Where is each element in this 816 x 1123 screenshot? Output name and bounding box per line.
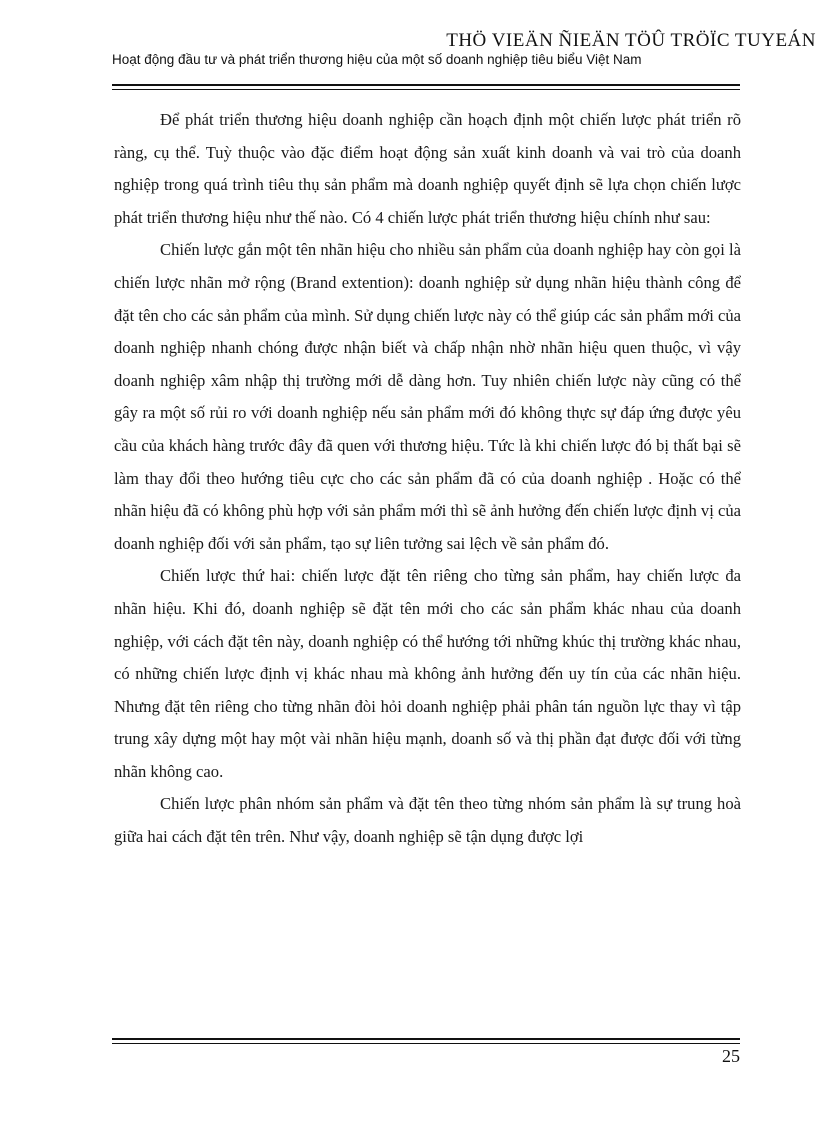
footer-divider-thin [112,1043,740,1044]
paragraph: Để phát triển thương hiệu doanh nghiệp cần hoạch định một chiến lược phát triển rõ ràng, cụ thể. Tuỳ thuộc vào đặc điểm hoạt động sản xuất kinh doanh và vai trò của doanh nghiệp trong quá trình tiêu thụ sản phẩm mà doanh nghiệp quyết định sẽ lựa chọn chiến lược phát triển thương hiệu như thế nào. Có 4 chiến lược phát triển thương hiệu chính như sau: [114,110,741,227]
header-divider [112,84,740,86]
document-body [114,104,741,854]
paragraph: Chiến lược gắn một tên nhãn hiệu cho nhiều sản phẩm của doanh nghiệp hay còn gọi là chiến lược nhãn mở rộng (Brand extention): doanh nghiệp sử dụng nhãn hiệu thành công để đặt tên cho các sản phẩm của mình. Sử dụng chiến lược này có thể giúp các sản phẩm mới của doanh nghiệp nhanh chóng được nhận biết và chấp nhận nhờ nhãn hiệu quen thuộc, vì vậy doanh nghiệp xâm nhập thị trường mới dễ dàng hơn. Tuy nhiên chiến lược này cũng có thể gây ra một số rủi ro với doanh nghiệp nếu sản phẩm mới đó không thực sự đáp ứng được yêu cầu của khách hàng trước đây đã quen với thương hiệu. Tức là khi chiến lược đó bị thất bại sẽ làm thay đổi theo hướng tiêu cực cho các sản phẩm đã có của doanh nghiệp . Hoặc có thể nhãn hiệu đã có không phù hợp với sản phẩm mới thì sẽ ảnh hưởng đến chiến lược định vị của doanh nghiệp đối với sản phẩm, tạo sự liên tưởng sai lệch về sản phẩm đó. [114,240,741,553]
running-header: Hoạt động đầu tư và phát triển thương hiệu của một số doanh nghiệp tiêu biểu Việt Nam [112,52,642,67]
paragraph: Chiến lược phân nhóm sản phẩm và đặt tên theo từng nhóm sản phẩm là sự trung hoà giữa hai cách đặt tên trên. Như vậy, doanh nghiệp sẽ tận dụng được lợi [114,794,741,847]
header-divider-thin [112,89,740,90]
watermark-text: THÖ VIEÄN ÑIEÄN TÖÛ TRÖÏC TUYEÁN [446,30,816,51]
page-number: 25 [722,1046,740,1066]
footer-divider [112,1038,740,1040]
paragraph: Chiến lược thứ hai: chiến lược đặt tên riêng cho từng sản phẩm, hay chiến lược đa nhãn hiệu. Khi đó, doanh nghiệp sẽ đặt tên mới cho các sản phẩm khác nhau của doanh nghiệp, với cách đặt tên này, doanh nghiệp có thể hướng tới những khúc thị trường khác nhau, có những chiến lược định vị khác nhau mà không ảnh hưởng đến uy tín của các nhãn hiệu. Nhưng đặt tên riêng cho từng nhãn đòi hỏi doanh nghiệp phải phân tán nguồn lực thay vì tập trung xây dựng một hay một vài nhãn hiệu mạnh, doanh số và thị phần đạt được đối với từng nhãn không cao. [114,566,741,781]
